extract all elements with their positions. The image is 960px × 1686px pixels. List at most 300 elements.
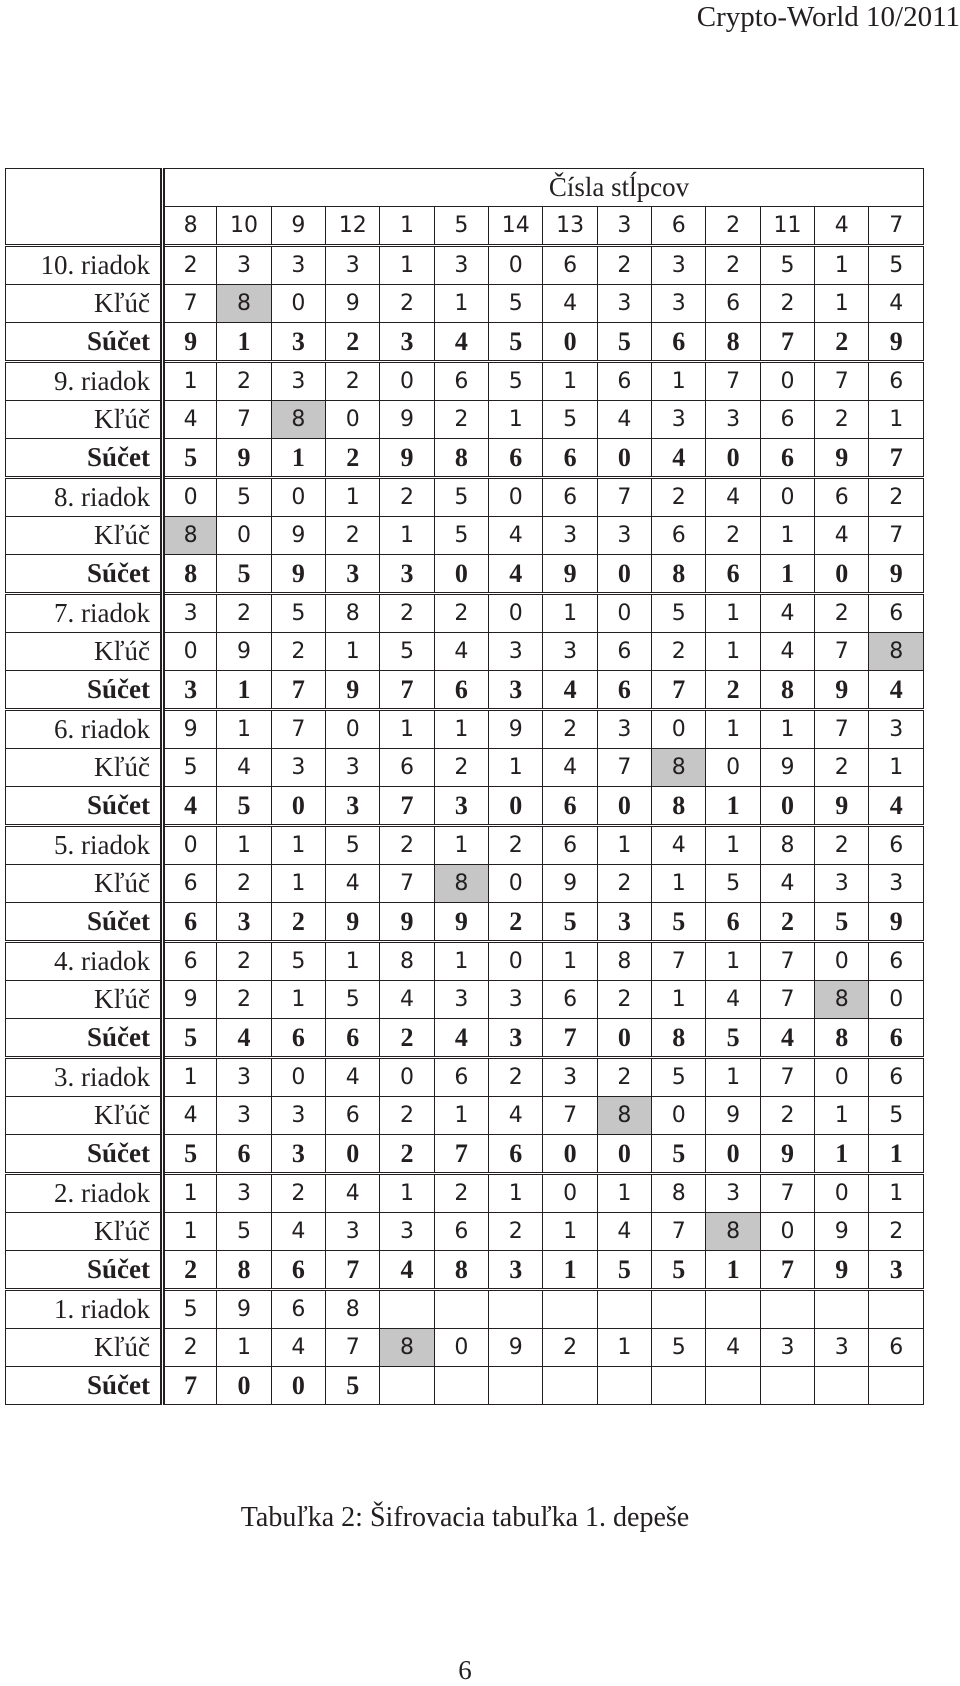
table-cell: 4 (489, 517, 543, 555)
table-cell: 9 (706, 1097, 760, 1135)
table-cell: 0 (815, 555, 869, 594)
key-row (6, 1329, 924, 1367)
empty-cell (760, 1290, 814, 1329)
table-cell: 1 (543, 1251, 597, 1290)
table-cell: 1 (326, 942, 380, 981)
table-cell: 1 (706, 1058, 760, 1097)
row-label: 9. riadok (6, 362, 163, 401)
table-cell: 3 (217, 246, 271, 285)
table-cell: 0 (652, 1097, 706, 1135)
table-cell: 0 (326, 710, 380, 749)
table-cell: 1 (380, 1174, 434, 1213)
table-cell: 2 (597, 246, 651, 285)
table-cell: 8 (760, 671, 814, 710)
table-cell: 0 (217, 1367, 271, 1405)
table-cell: 6 (543, 981, 597, 1019)
table-cell: 5 (543, 903, 597, 942)
key-row (6, 517, 924, 555)
table-cell: 7 (760, 1174, 814, 1213)
table-cell: 5 (652, 1329, 706, 1367)
empty-cell (652, 1290, 706, 1329)
empty-cell (706, 1367, 760, 1405)
table-cell: 1 (652, 865, 706, 903)
table-cell: 3 (271, 362, 325, 401)
table-cell: 7 (543, 1019, 597, 1058)
running-header: Crypto-World 10/2011 (696, 1, 960, 33)
table-cell: 2 (217, 981, 271, 1019)
table-cell: 7 (434, 1135, 488, 1174)
key-row (6, 1097, 924, 1135)
table-cell: 7 (815, 633, 869, 671)
row-label: 5. riadok (6, 826, 163, 865)
table-cell: 8 (217, 285, 271, 323)
table-cell: 2 (271, 1174, 325, 1213)
table-cell: 0 (597, 1135, 651, 1174)
table-cell: 4 (326, 1174, 380, 1213)
table-cell: 4 (217, 1019, 271, 1058)
table-cell: 5 (163, 439, 217, 478)
sum-row (6, 903, 924, 942)
table-cell: 0 (706, 439, 760, 478)
table-cell: 1 (326, 633, 380, 671)
table-cell: 1 (869, 1135, 924, 1174)
table-cell: 2 (434, 594, 488, 633)
table-cell: 1 (434, 826, 488, 865)
table-cell: 0 (434, 1329, 488, 1367)
table-cell: 3 (217, 1174, 271, 1213)
table-cell: 0 (597, 439, 651, 478)
table-cell: 0 (543, 323, 597, 362)
table-cell: 1 (163, 1213, 217, 1251)
table-cell: 1 (706, 942, 760, 981)
table-cell: 4 (434, 633, 488, 671)
table-cell: 4 (217, 749, 271, 787)
table-cell: 7 (706, 362, 760, 401)
table-cell: 5 (489, 323, 543, 362)
table-cell: 7 (597, 749, 651, 787)
table-cell: 1 (217, 1329, 271, 1367)
key-row (6, 749, 924, 787)
table-cell: 2 (489, 1058, 543, 1097)
table-cell: 1 (217, 671, 271, 710)
table-cell: 6 (706, 285, 760, 323)
table-cell: 5 (652, 903, 706, 942)
table-cell: 6 (597, 633, 651, 671)
table-cell: 3 (815, 1329, 869, 1367)
row-label: 3. riadok (6, 1058, 163, 1097)
table-cell: 6 (543, 787, 597, 826)
empty-cell (489, 1290, 543, 1329)
plaintext-row (6, 362, 924, 401)
table-cell: 5 (434, 478, 488, 517)
column-number: 12 (326, 207, 380, 246)
table-cell: 9 (163, 981, 217, 1019)
plaintext-row (6, 1290, 924, 1329)
empty-cell (597, 1290, 651, 1329)
table-cell: 2 (271, 633, 325, 671)
column-order-row (6, 207, 924, 246)
table-cell: 8 (652, 787, 706, 826)
table-cell: 3 (652, 401, 706, 439)
table-cell: 1 (706, 826, 760, 865)
table-cell: 4 (271, 1213, 325, 1251)
table-cell: 7 (869, 517, 924, 555)
row-label: Kľúč (6, 981, 163, 1019)
table-cell: 7 (652, 1213, 706, 1251)
row-label: 10. riadok (6, 246, 163, 285)
table-cell: 1 (163, 1174, 217, 1213)
table-cell: 1 (217, 826, 271, 865)
table-cell: 2 (489, 1213, 543, 1251)
table-cell: 3 (217, 1058, 271, 1097)
table-cell: 7 (760, 323, 814, 362)
table-cell: 3 (217, 1097, 271, 1135)
table-cell: 1 (760, 710, 814, 749)
table-cell: 3 (163, 671, 217, 710)
plaintext-row (6, 594, 924, 633)
table-cell: 3 (380, 1213, 434, 1251)
plaintext-row (6, 1058, 924, 1097)
table-cell: 1 (706, 1251, 760, 1290)
row-label: Súčet (6, 1367, 163, 1405)
table-cell: 5 (217, 555, 271, 594)
table-cell: 1 (597, 1329, 651, 1367)
table-cell: 7 (760, 1251, 814, 1290)
table-cell: 1 (869, 1174, 924, 1213)
table-cell: 5 (489, 362, 543, 401)
sum-row (6, 1367, 924, 1405)
table-cell: 3 (489, 981, 543, 1019)
key-row (6, 865, 924, 903)
key-row (6, 981, 924, 1019)
table-cell: 7 (217, 401, 271, 439)
table-cell: 0 (163, 478, 217, 517)
table-cell: 1 (163, 1058, 217, 1097)
table-cell: 0 (815, 1058, 869, 1097)
table-cell: 9 (869, 323, 924, 362)
table-cell: 0 (163, 633, 217, 671)
table-cell: 4 (380, 1251, 434, 1290)
table-cell: 0 (706, 1135, 760, 1174)
table-cell: 6 (217, 1135, 271, 1174)
table-cell: 6 (489, 439, 543, 478)
table-cell: 0 (597, 1019, 651, 1058)
table-cell: 6 (163, 942, 217, 981)
table-cell: 6 (543, 439, 597, 478)
table-cell: 4 (434, 323, 488, 362)
empty-cell (869, 1290, 924, 1329)
empty-cell (815, 1290, 869, 1329)
caption-row (6, 169, 924, 207)
table-cell: 0 (489, 942, 543, 981)
table-cell: 2 (326, 323, 380, 362)
table-cell: 7 (163, 1367, 217, 1405)
table-cell: 3 (597, 710, 651, 749)
table-cell: 4 (326, 1058, 380, 1097)
table-cell: 0 (489, 865, 543, 903)
table-cell: 5 (869, 1097, 924, 1135)
table-cell: 8 (815, 1019, 869, 1058)
table-cell: 7 (380, 787, 434, 826)
table-cell: 9 (163, 323, 217, 362)
table-cell: 5 (652, 1251, 706, 1290)
row-label: Kľúč (6, 749, 163, 787)
table-cell: 6 (380, 749, 434, 787)
table-cell: 6 (760, 401, 814, 439)
table-cell: 5 (652, 594, 706, 633)
table-cell: 2 (217, 362, 271, 401)
table-cell: 2 (760, 1097, 814, 1135)
table-cell: 7 (760, 1058, 814, 1097)
table-cell: 2 (543, 710, 597, 749)
column-number: 13 (543, 207, 597, 246)
table-cell: 1 (380, 710, 434, 749)
table-cell: 1 (434, 285, 488, 323)
table-cell: 1 (815, 1135, 869, 1174)
table-cell: 8 (434, 865, 488, 903)
empty-cell (869, 1367, 924, 1405)
table-cell: 7 (326, 1329, 380, 1367)
table-cell: 0 (271, 787, 325, 826)
table-cell: 2 (326, 517, 380, 555)
table-cell: 2 (217, 942, 271, 981)
empty-cell (543, 1290, 597, 1329)
table-cell: 9 (489, 1329, 543, 1367)
table-cell: 2 (597, 865, 651, 903)
table-cell: 3 (869, 865, 924, 903)
table-cell: 5 (271, 942, 325, 981)
table-cell: 2 (543, 1329, 597, 1367)
plaintext-row (6, 478, 924, 517)
plaintext-row (6, 942, 924, 981)
table-cell: 3 (869, 1251, 924, 1290)
table-cell: 3 (434, 246, 488, 285)
table-cell: 4 (706, 478, 760, 517)
table-cell: 5 (163, 1290, 217, 1329)
table-cell: 9 (380, 903, 434, 942)
table-cell: 2 (271, 903, 325, 942)
row-label: Kľúč (6, 517, 163, 555)
table-cell: 0 (597, 787, 651, 826)
column-number: 2 (706, 207, 760, 246)
column-number: 7 (869, 207, 924, 246)
table-cell: 7 (760, 981, 814, 1019)
table-cell: 3 (489, 1019, 543, 1058)
key-row (6, 285, 924, 323)
table-cell: 4 (869, 671, 924, 710)
table-cell: 4 (597, 1213, 651, 1251)
table-cell: 5 (597, 323, 651, 362)
table-cell: 6 (652, 517, 706, 555)
table-cell: 9 (271, 517, 325, 555)
table-cell: 0 (815, 1174, 869, 1213)
table-cell: 2 (217, 865, 271, 903)
table-cell: 9 (760, 1135, 814, 1174)
table-cell: 5 (217, 787, 271, 826)
table-cell: 5 (489, 285, 543, 323)
table-cell: 4 (760, 594, 814, 633)
table-cell: 5 (326, 826, 380, 865)
table-cell: 8 (217, 1251, 271, 1290)
table-cell: 3 (326, 246, 380, 285)
table-cell: 1 (543, 942, 597, 981)
table-cell: 4 (597, 401, 651, 439)
table-cell: 2 (380, 285, 434, 323)
empty-cell (706, 1290, 760, 1329)
table-cell: 2 (489, 903, 543, 942)
table-cell: 4 (489, 1097, 543, 1135)
table-cell: 4 (380, 981, 434, 1019)
table-cell: 2 (380, 1019, 434, 1058)
table-cell: 1 (489, 1174, 543, 1213)
table-cell: 4 (652, 826, 706, 865)
table-cell: 9 (217, 439, 271, 478)
table-cell: 8 (434, 439, 488, 478)
table-cell: 3 (434, 981, 488, 1019)
table-cell: 6 (869, 1329, 924, 1367)
table-cell: 5 (380, 633, 434, 671)
table-cell: 8 (380, 1329, 434, 1367)
table-cell: 2 (815, 401, 869, 439)
table-cell: 4 (869, 787, 924, 826)
table-cell: 9 (760, 749, 814, 787)
row-label: 7. riadok (6, 594, 163, 633)
table-cell: 8 (163, 517, 217, 555)
table-cell: 1 (217, 710, 271, 749)
table-cell: 0 (869, 981, 924, 1019)
table-cell: 3 (815, 865, 869, 903)
table-cell: 1 (434, 942, 488, 981)
table-cell: 4 (271, 1329, 325, 1367)
table-cell: 2 (597, 981, 651, 1019)
table-cell: 6 (326, 1097, 380, 1135)
table-cell: 0 (489, 478, 543, 517)
table-cell: 1 (543, 1213, 597, 1251)
table-cell: 4 (706, 981, 760, 1019)
table-cell: 1 (597, 826, 651, 865)
table-cell: 8 (706, 323, 760, 362)
column-number: 4 (815, 207, 869, 246)
table-cell: 0 (760, 478, 814, 517)
table-cell: 3 (760, 1329, 814, 1367)
table-cell: 5 (652, 1135, 706, 1174)
table-cell: 3 (326, 787, 380, 826)
table-cell: 3 (489, 671, 543, 710)
table-cell: 6 (434, 1213, 488, 1251)
table-cell: 1 (815, 1097, 869, 1135)
table-cell: 5 (543, 401, 597, 439)
table-cell: 1 (380, 246, 434, 285)
table-cell: 5 (815, 903, 869, 942)
table-cell: 1 (271, 439, 325, 478)
table-cell: 4 (434, 1019, 488, 1058)
table-cell: 0 (326, 401, 380, 439)
table-cell: 8 (597, 942, 651, 981)
sum-row (6, 787, 924, 826)
row-label: Kľúč (6, 1097, 163, 1135)
row-label: Súčet (6, 671, 163, 710)
table-cell: 5 (271, 594, 325, 633)
column-numbers-caption: Čísla stĺpcov (163, 169, 924, 207)
table-cell: 0 (271, 285, 325, 323)
table-cell: 9 (815, 671, 869, 710)
empty-cell (380, 1290, 434, 1329)
table-cell: 3 (163, 594, 217, 633)
table-cell: 6 (434, 671, 488, 710)
table-cell: 7 (815, 710, 869, 749)
table-cell: 1 (380, 517, 434, 555)
table-cell: 5 (217, 478, 271, 517)
table-cell: 0 (434, 555, 488, 594)
table-cell: 0 (760, 1213, 814, 1251)
row-label: Kľúč (6, 285, 163, 323)
table-cell: 0 (380, 1058, 434, 1097)
cipher-table (5, 168, 924, 1405)
table-cell: 8 (652, 749, 706, 787)
table-cell: 8 (326, 594, 380, 633)
table-cell: 2 (760, 285, 814, 323)
table-cell: 4 (163, 787, 217, 826)
table-cell: 9 (815, 1213, 869, 1251)
table-cell: 6 (597, 671, 651, 710)
cipher-table-body (6, 169, 924, 1405)
table-cell: 7 (543, 1097, 597, 1135)
row-label: 6. riadok (6, 710, 163, 749)
table-cell: 2 (652, 633, 706, 671)
table-cell: 4 (543, 749, 597, 787)
empty-cell (434, 1367, 488, 1405)
table-cell: 6 (543, 826, 597, 865)
table-cell: 1 (706, 633, 760, 671)
table-cell: 3 (706, 401, 760, 439)
table-cell: 1 (271, 826, 325, 865)
table-cell: 3 (652, 285, 706, 323)
table-cell: 3 (543, 1058, 597, 1097)
column-number: 6 (652, 207, 706, 246)
empty-cell (380, 1367, 434, 1405)
row-label: Súčet (6, 903, 163, 942)
table-cell: 7 (597, 478, 651, 517)
table-cell: 3 (434, 787, 488, 826)
table-cell: 2 (869, 1213, 924, 1251)
table-cell: 0 (706, 749, 760, 787)
table-cell: 6 (760, 439, 814, 478)
table-cell: 9 (380, 401, 434, 439)
table-cell: 3 (543, 633, 597, 671)
table-cell: 5 (652, 1058, 706, 1097)
table-cell: 2 (434, 749, 488, 787)
table-cell: 3 (597, 903, 651, 942)
key-row (6, 401, 924, 439)
table-cell: 0 (271, 478, 325, 517)
table-cell: 9 (326, 903, 380, 942)
table-cell: 9 (815, 787, 869, 826)
table-cell: 8 (163, 555, 217, 594)
table-cell: 4 (760, 865, 814, 903)
table-cell: 9 (869, 903, 924, 942)
column-number: 8 (163, 207, 217, 246)
table-cell: 6 (543, 478, 597, 517)
table-cell: 3 (380, 323, 434, 362)
table-cell: 2 (815, 826, 869, 865)
table-cell: 1 (706, 594, 760, 633)
table-cell: 1 (652, 362, 706, 401)
table-cell: 0 (271, 1058, 325, 1097)
table-cell: 8 (271, 401, 325, 439)
table-cell: 3 (652, 246, 706, 285)
table-cell: 2 (489, 826, 543, 865)
table-cell: 2 (434, 401, 488, 439)
